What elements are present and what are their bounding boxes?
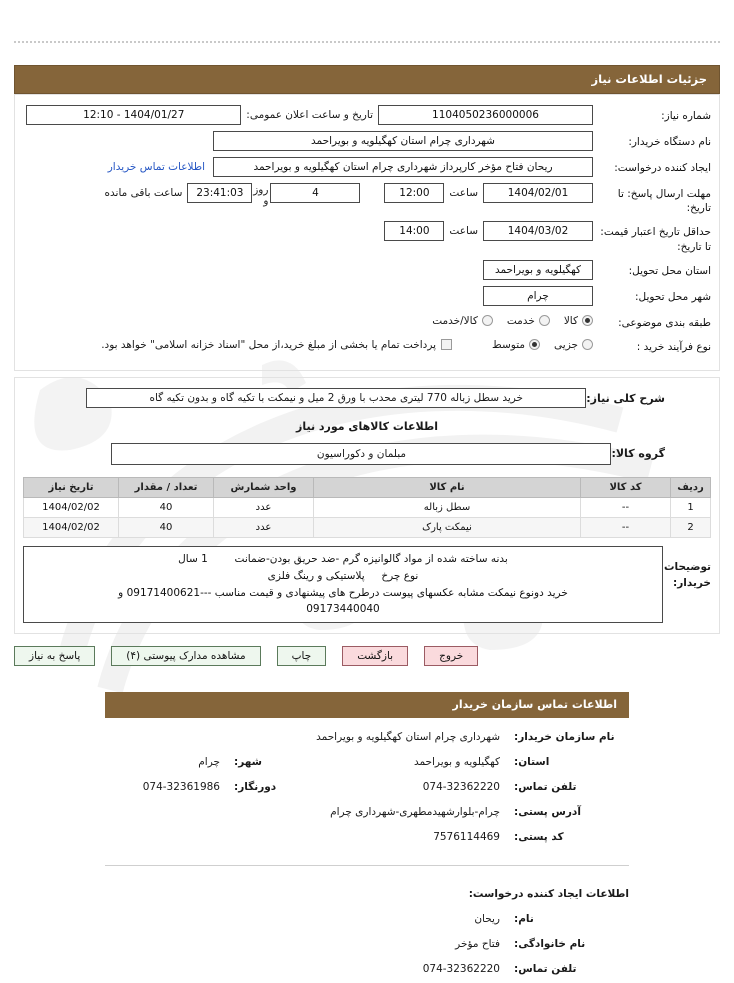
creator-last-name-value: فتاح مؤخر [455, 938, 500, 951]
validity-date-field[interactable]: 1404/03/02 [483, 221, 593, 241]
buyer-notes-line-4: 09173440040 [306, 603, 380, 616]
cell-name: سطل زباله [314, 498, 581, 518]
treasury-docs-checkbox[interactable] [101, 339, 452, 351]
classification-option-kala[interactable] [564, 315, 593, 327]
general-info-panel [14, 94, 720, 371]
creator-row-last-name [105, 938, 629, 950]
creator-label: ایجاد کننده درخواست: [614, 162, 711, 174]
description-label: شرح کلی نیاز: [586, 392, 665, 406]
buyer-contact-section [105, 692, 629, 975]
process-label: نوع فرآیند خرید : [636, 340, 711, 353]
contact-row-org [105, 731, 629, 743]
need-number-label: شماره نیاز: [661, 110, 711, 122]
cell-qty: 40 [119, 518, 214, 538]
goods-group-label: گروه کالا: [611, 447, 665, 461]
validity-label: حداقل تاریخ اعتبار قیمت: تا تاریخ: [600, 226, 711, 253]
classification-option-1-label: خدمت [506, 314, 535, 327]
creator-phone-value: 074-32362220 [422, 963, 500, 976]
contact-org-value: شهرداری چرام استان کهگیلویه و بویراحمد [316, 731, 500, 744]
deadline-label: مهلت ارسال پاسخ: تا تاریخ: [617, 188, 711, 215]
cell-date: 1404/02/02 [24, 498, 119, 518]
validity-time-field[interactable]: 14:00 [384, 221, 444, 241]
row-classification [23, 312, 711, 330]
exit-button[interactable]: خروج [424, 646, 478, 666]
goods-table [23, 477, 711, 538]
cell-row: 2 [671, 518, 711, 538]
province-label: استان محل تحویل: [628, 264, 711, 277]
buyer-contact-link[interactable]: اطلاعات تماس خریدار [107, 161, 205, 173]
contact-postal-label: کد پستی: [514, 831, 564, 844]
contact-row-province-city [105, 756, 629, 768]
contact-city-label: شهر: [234, 756, 262, 769]
top-divider [14, 41, 720, 43]
back-button[interactable]: بازگشت [342, 646, 408, 666]
goods-group-field[interactable]: مبلمان و دکوراسیون [111, 443, 611, 465]
cell-date: 1404/02/02 [24, 518, 119, 538]
buyer-notes-line-1: بدنه ساخته شده از مواد گالوانیزه گرم -ضد حریق بودن-ضمانت 1 سال [178, 553, 508, 566]
col-row: ردیف [671, 478, 711, 498]
creator-field[interactable]: ریحان فتاح مؤخر کارپرداز شهرداری چرام استان کهگیلویه و بویراحمد [213, 157, 593, 177]
row-need-number [23, 105, 711, 125]
creator-info-title: اطلاعات ایجاد کننده درخواست: [468, 888, 629, 901]
classification-option-2-label: کالا/خدمت [432, 314, 478, 327]
row-buyer-org [23, 131, 711, 151]
radio-empty-icon [582, 339, 593, 350]
cell-unit: عدد [214, 498, 314, 518]
cell-code: -- [581, 498, 671, 518]
col-date: تاریخ نیاز [24, 478, 119, 498]
cell-qty: 40 [119, 498, 214, 518]
radio-selected-icon [529, 339, 540, 350]
buyer-notes-box [23, 546, 663, 623]
classification-option-khedmat[interactable] [507, 315, 550, 327]
contact-postal-value: 7576114469 [433, 831, 500, 844]
col-qty: تعداد / مقدار [119, 478, 214, 498]
deadline-hour-label: ساعت [449, 187, 478, 199]
buyer-org-field[interactable]: شهرداری چرام استان کهگیلویه و بویراحمد [213, 131, 593, 151]
treasury-docs-label: پرداخت تمام یا بخشی از مبلغ خرید،از محل "اسناد خزانه اسلامی" خواهد بود. [101, 338, 437, 351]
contact-address-value: چرام-بلوارشهیدمطهری-شهرداری چرام [330, 806, 500, 819]
buyer-notes [23, 546, 711, 623]
table-row[interactable] [24, 498, 711, 518]
need-details-page [14, 65, 720, 975]
respond-button[interactable]: پاسخ به نیاز [14, 646, 95, 666]
creator-first-name-value: ریحان [474, 913, 500, 926]
contact-phone-label: تلفن تماس: [514, 781, 577, 794]
page-title: جزئیات اطلاعات نیاز [14, 65, 720, 94]
radio-empty-icon [482, 315, 493, 326]
buyer-org-label: نام دستگاه خریدار: [628, 136, 711, 148]
col-unit: واحد شمارش [214, 478, 314, 498]
contact-province-value: کهگیلویه و بویراحمد [413, 756, 500, 769]
deadline-date-field[interactable]: 1404/02/01 [483, 183, 593, 203]
contact-row-postal [105, 831, 629, 843]
contact-phone-value: 074-32362220 [422, 781, 500, 794]
col-name: نام کالا [314, 478, 581, 498]
need-number-field[interactable]: 1104050236000006 [378, 105, 593, 125]
countdown-timer: 23:41:03 [187, 183, 252, 203]
row-purchase-process [23, 336, 711, 354]
creator-row-phone [105, 963, 629, 975]
contact-divider [105, 865, 629, 866]
row-goods-group [23, 443, 711, 465]
goods-panel [14, 377, 720, 634]
goods-table-header-row [24, 478, 711, 498]
contact-section-title: اطلاعات تماس سازمان خریدار [105, 692, 629, 718]
row-creator [23, 157, 711, 177]
action-button-bar [14, 646, 720, 666]
cell-code: -- [581, 518, 671, 538]
announce-label: تاریخ و ساعت اعلان عمومی: [246, 109, 373, 121]
classification-option-kala-khedmat[interactable] [432, 315, 493, 327]
buyer-notes-line-3: خرید دونوع نیمکت مشابه عکسهای پیوست درطرح های پیشنهادی و قیمت مناسب ---09171400621 و [118, 586, 568, 599]
creator-last-name-label: نام خانوادگی: [514, 938, 586, 951]
contact-city-value: چرام [198, 756, 220, 769]
creator-phone-label: تلفن تماس: [514, 963, 577, 976]
creator-first-name-label: نام: [514, 913, 534, 926]
process-option-motevaset[interactable] [492, 339, 540, 351]
row-price-validity [23, 221, 711, 253]
goods-subheading: اطلاعات کالاهای مورد نیاز [296, 420, 438, 434]
row-description [23, 388, 711, 408]
contact-row-phone-fax [105, 781, 629, 793]
classification-label: طبقه بندی موضوعی: [618, 316, 711, 329]
buyer-notes-line-2: نوع چرخ پلاستیکی و رینگ فلزی [267, 569, 419, 582]
cell-row: 1 [671, 498, 711, 518]
contact-fax-label: دورنگار: [234, 781, 277, 794]
countdown-label: ساعت باقی مانده [104, 187, 183, 199]
description-field[interactable]: خرید سطل زباله 770 لیتری محدب با ورق 2 میل و نیمکت با تکیه گاه و بدون تکیه گاه [86, 388, 586, 408]
print-button[interactable]: چاپ [277, 646, 327, 666]
validity-hour-label: ساعت [449, 225, 478, 238]
view-attachments-button[interactable]: مشاهده مدارک پیوستی (۴) [111, 646, 260, 666]
row-response-deadline [23, 183, 711, 215]
cell-unit: عدد [214, 518, 314, 538]
city-field[interactable]: چرام [483, 286, 593, 306]
deadline-time-field[interactable]: 12:00 [384, 183, 444, 203]
remaining-days-field: 4 [270, 183, 360, 203]
contact-address-label: آدرس پستی: [514, 806, 581, 819]
creator-row-first-name [105, 913, 629, 925]
contact-org-label: نام سازمان خریدار: [514, 731, 615, 744]
contact-fax-value: 074-32361986 [142, 781, 220, 794]
city-label: شهر محل تحویل: [635, 290, 711, 303]
province-field[interactable]: کهگیلویه و بویراحمد [483, 260, 593, 280]
announce-datetime-field[interactable]: 1404/01/27 - 12:10 [26, 105, 241, 125]
buyer-notes-label: توضیحات خریدار: [663, 561, 711, 589]
process-option-0-label: جزیی [554, 338, 578, 351]
row-province [23, 260, 711, 280]
table-row[interactable] [24, 518, 711, 538]
radio-empty-icon [539, 315, 550, 326]
checkbox-unchecked-icon [441, 339, 452, 350]
process-option-jozei[interactable] [554, 339, 593, 351]
process-option-1-label: متوسط [492, 338, 526, 351]
cell-name: نیمکت پارک [314, 518, 581, 538]
classification-option-0-label: کالا [563, 314, 578, 327]
remaining-days-unit: روز و [253, 184, 269, 208]
radio-selected-icon [582, 315, 593, 326]
row-city [23, 286, 711, 306]
col-code: کد کالا [581, 478, 671, 498]
contact-province-label: استان: [514, 756, 550, 769]
contact-row-address [105, 806, 629, 818]
